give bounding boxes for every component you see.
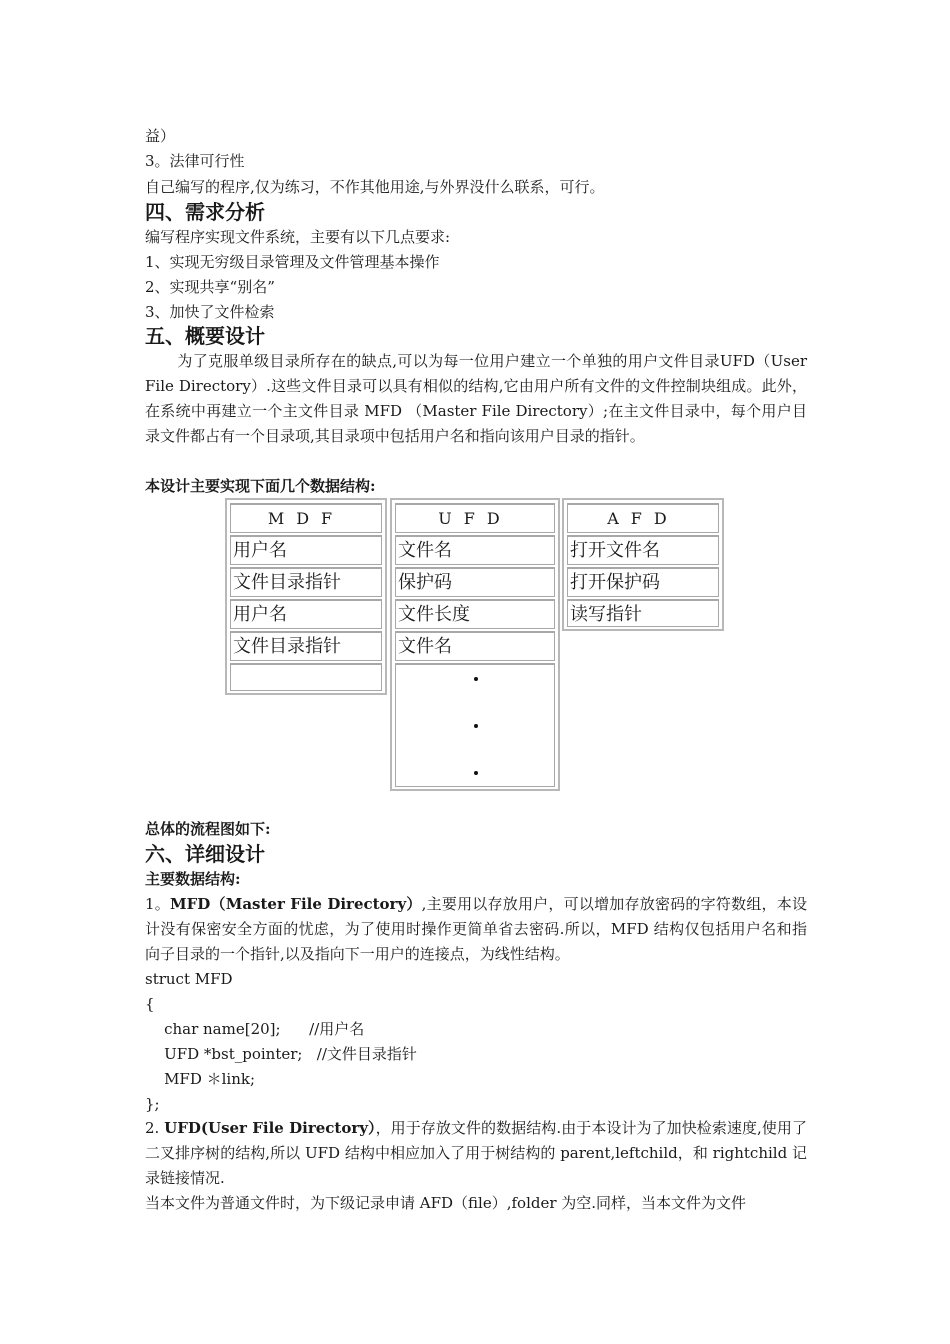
mfd-paragraph: 1。MFD（Master File Directory）,主要用以存放用户，可以增加存放密码的字符数组，本设计没有保密安全方面的忧虑，为了使用时操作更简单省去密码.所以，MFD 结构仅包括用户名和指向子目录的一个指针,以及指向下一用户的连接点，为线性结构。 [145,895,807,963]
code-line: { [145,995,155,1013]
list-item: 2、实现共享“别名” [145,278,275,296]
list-item: 1、实现无穷级目录管理及文件管理基本操作 [145,253,440,271]
list-item: 3、加快了文件检索 [145,303,275,321]
mdf-row: 用户名 [230,535,382,565]
ufd-table [390,498,560,791]
flowchart-caption: 总体的流程图如下: [145,820,271,838]
ufd-row: 保护码 [395,567,555,597]
code-line: }; [145,1095,160,1113]
ellipsis-dot [474,724,478,728]
mdf-row-empty [230,663,382,691]
ufd-paragraph: 2. UFD(User File Directory），用于存放文件的数据结构.由于本设计为了加快检索速度,使用了二叉排序树的结构,所以 UFD 结构中相应加入了用于树结构的 parent,leftchild，和 rightchild 记录链接情况. [145,1119,807,1187]
mdf-table [225,498,387,695]
mdf-row: 用户名 [230,599,382,629]
text-line: 益） [145,127,176,145]
afd-row: 读写指针 [567,599,719,627]
mdf-header: MDF [230,503,382,533]
mdf-row: 文件目录指针 [230,631,382,661]
text-line: 自己编写的程序,仅为练习，不作其他用途,与外界没什么联系，可行。 [145,178,605,196]
ufd-row: 文件名 [395,631,555,661]
text-line: 当本文件为普通文件时，为下级记录申请 AFD（file）,folder 为空.同样，当本文件为文件 [145,1194,747,1212]
mdf-row: 文件目录指针 [230,567,382,597]
ellipsis-dot [474,771,478,775]
code-line: struct MFD [145,970,233,988]
section-heading-requirements: 四、需求分析 [145,200,265,224]
section-heading-overview: 五、概要设计 [145,324,265,348]
ellipsis-dot [474,677,478,681]
ufd-ellipsis-cell [395,663,555,787]
code-line: MFD ＊link; [145,1070,256,1088]
text-line: 编写程序实现文件系统，主要有以下几点要求: [145,228,451,246]
overview-paragraph: 为了克服单级目录所存在的缺点,可以为每一位用户建立一个单独的用户文件目录UFD（User File Directory）.这些文件目录可以具有相似的结构,它由用户所有文件的文件控制块组成。此外，在系统中再建立一个主文件目录 MFD （Master File Directory）;在主文件目录中，每个用户目录文件都占有一个目录项,其目录项中包括用户名和指向该用户目录的指针。 [145,352,807,445]
code-line: char name[20]; //用户名 [145,1020,365,1038]
afd-row: 打开文件名 [567,535,719,565]
afd-header: AFD [567,503,719,533]
section-heading-detailed-design: 六、详细设计 [145,842,265,866]
ufd-header: UFD [395,503,555,533]
afd-row: 打开保护码 [567,567,719,597]
afd-table [562,498,724,631]
text-line: 3。法律可行性 [145,152,245,170]
ufd-row: 文件名 [395,535,555,565]
data-structures-intro: 本设计主要实现下面几个数据结构: [145,477,376,495]
code-line: UFD *bst_pointer; //文件目录指针 [145,1045,417,1063]
main-data-structures-label: 主要数据结构: [145,870,241,888]
ufd-row: 文件长度 [395,599,555,629]
